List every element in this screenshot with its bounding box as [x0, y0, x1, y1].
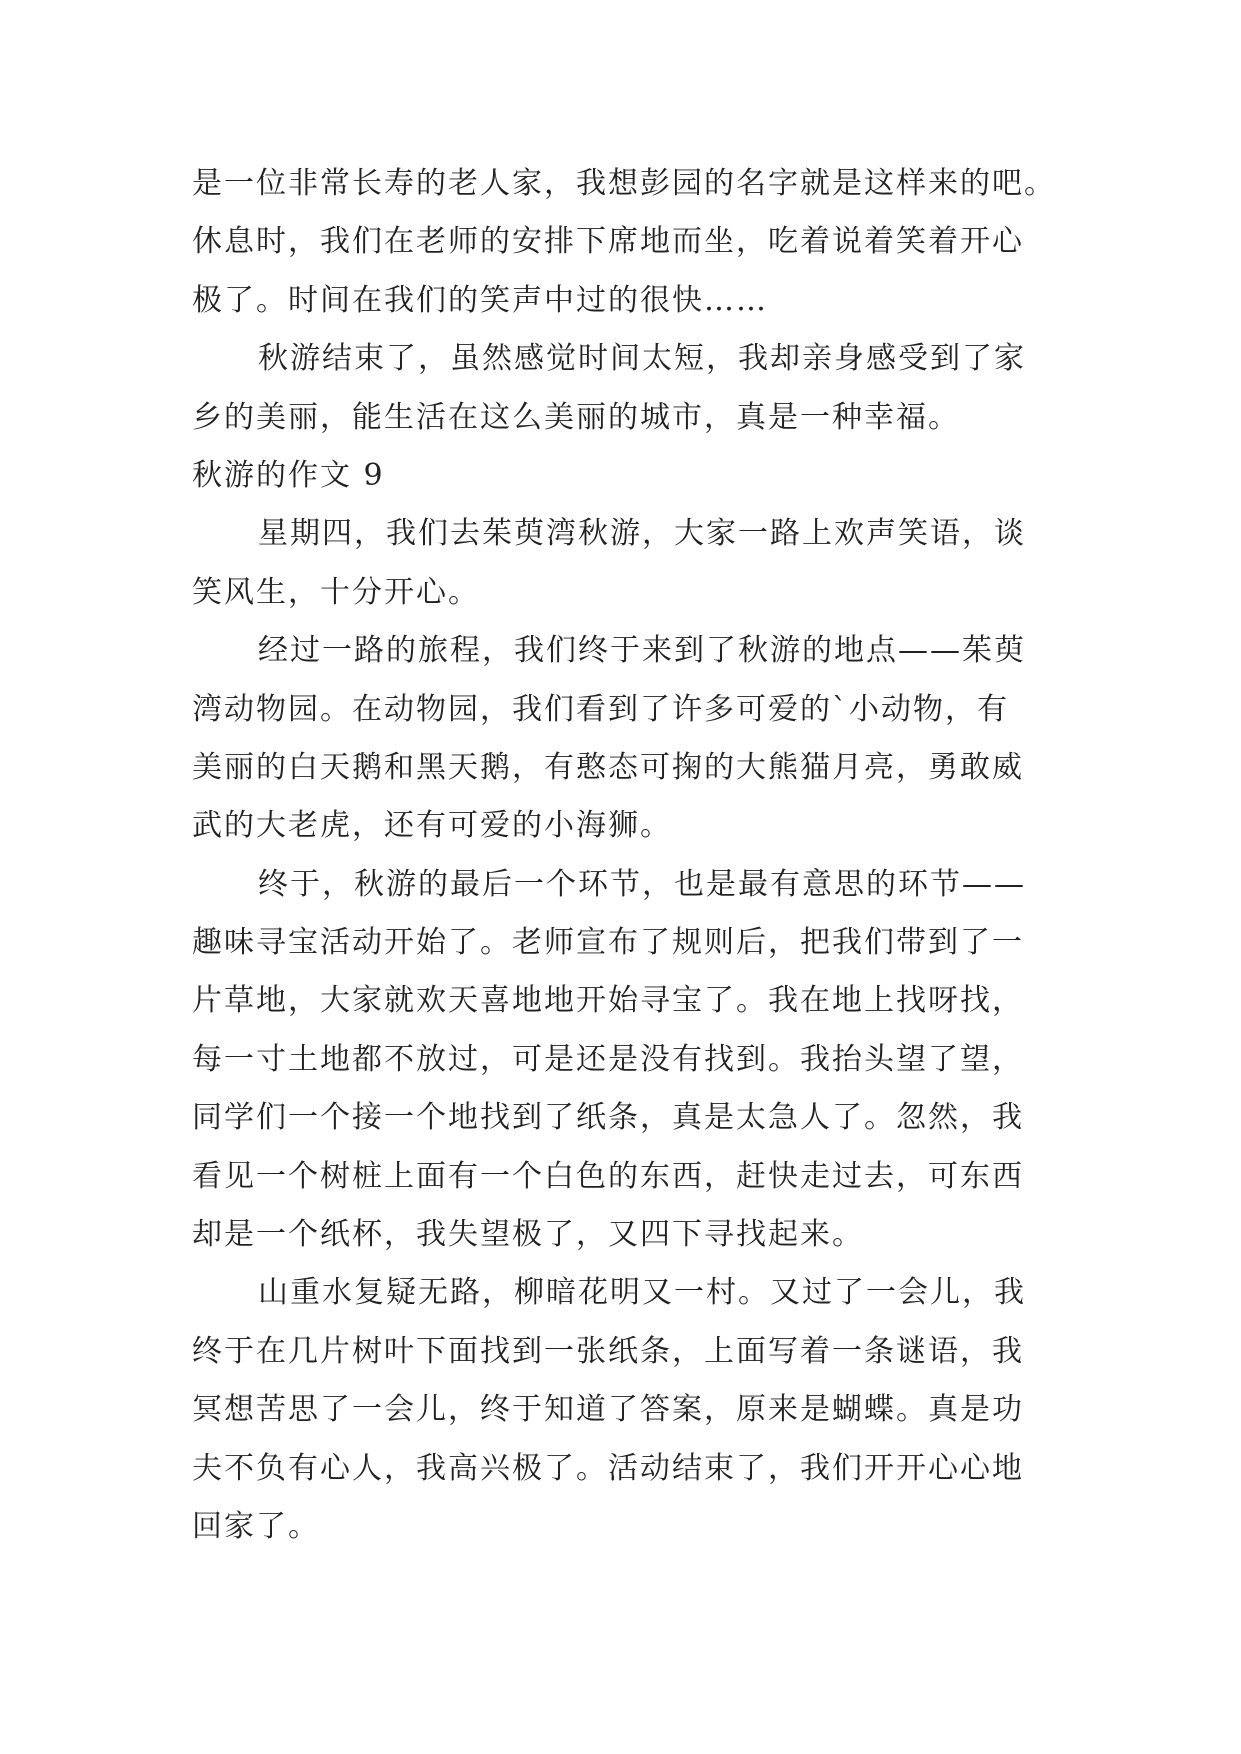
- text-line: 却是一个纸杯，我失望极了，又四下寻找起来。: [192, 1217, 864, 1253]
- text-line: 终于，秋游的最后一个环节，也是最有意思的环节——: [258, 866, 1026, 902]
- text-line: 乡的美丽，能生活在这么美丽的城市，真是一种幸福。: [192, 399, 960, 435]
- text-line: 终于在几片树叶下面找到一张纸条，上面写着一条谜语，我: [192, 1333, 1024, 1369]
- text-line: 武的大老虎，还有可爱的小海狮。: [192, 808, 672, 844]
- text-line: 同学们一个接一个地找到了纸条，真是太急人了。忽然，我: [192, 1100, 1024, 1136]
- text-line: 笑风生，十分开心。: [192, 574, 480, 610]
- text-line: 秋游结束了，虽然感觉时间太短，我却亲身感受到了家: [258, 341, 1026, 377]
- text-line: 趣味寻宝活动开始了。老师宣布了规则后，把我们带到了一: [192, 925, 1024, 961]
- text-line: 经过一路的旅程，我们终于来到了秋游的地点——茱萸: [258, 633, 1026, 669]
- text-line: 美丽的白天鹅和黑天鹅，有憨态可掬的大熊猫月亮，勇敢威: [192, 749, 1024, 785]
- text-line: 看见一个树桩上面有一个白色的东西，赶快走过去，可东西: [192, 1158, 1024, 1194]
- text-line: 是一位非常长寿的老人家，我想彭园的名字就是这样来的吧。: [192, 166, 1056, 201]
- text-line: 秋游的作文 9: [192, 457, 385, 493]
- text-line: 极了。时间在我们的笑声中过的很快……: [192, 282, 768, 318]
- text-line: 夫不负有心人，我高兴极了。活动结束了，我们开开心心地: [192, 1450, 1024, 1486]
- text-line: 回家了。: [192, 1508, 320, 1544]
- text-line: 每一寸土地都不放过，可是还是没有找到。我抬头望了望，: [192, 1041, 1024, 1077]
- text-line: 片草地，大家就欢天喜地地开始寻宝了。我在地上找呀找，: [192, 983, 1024, 1019]
- text-line: 冥想苦思了一会儿，终于知道了答案，原来是蝴蝶。真是功: [192, 1392, 1024, 1428]
- text-line: 山重水复疑无路，柳暗花明又一村。又过了一会儿，我: [258, 1275, 1026, 1311]
- document-body: [192, 155, 1092, 1556]
- text-line: 星期四，我们去茱萸湾秋游，大家一路上欢声笑语，谈: [258, 516, 1026, 552]
- text-line: 湾动物园。在动物园，我们看到了许多可爱的`小动物，有: [192, 691, 1009, 727]
- text-line: 休息时，我们在老师的安排下席地而坐，吃着说着笑着开心: [192, 224, 1024, 260]
